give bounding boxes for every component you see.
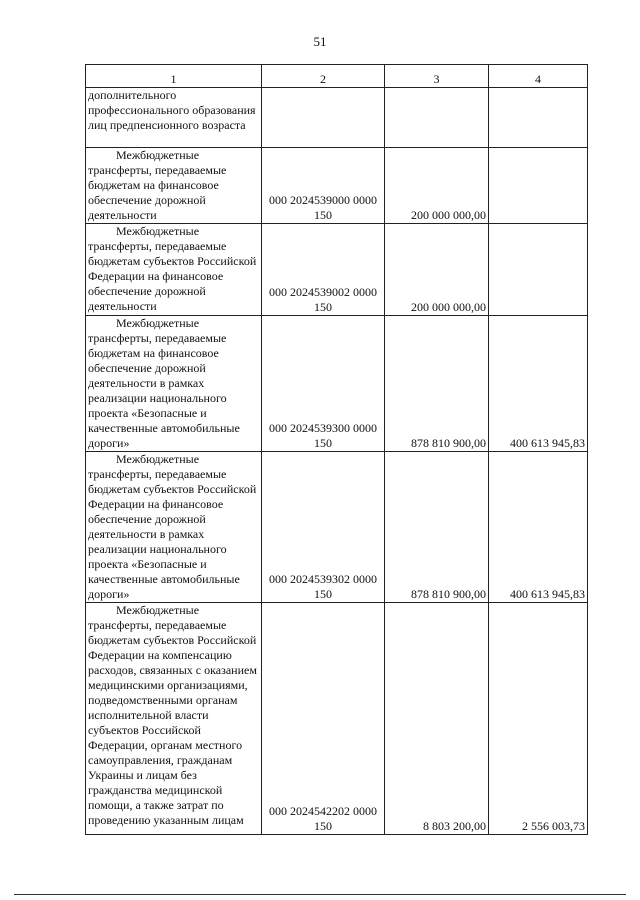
row-name-cell — [86, 316, 262, 452]
row-name-cell — [86, 224, 262, 316]
row-code: 000 2024539302 0000 150 — [262, 452, 385, 603]
row-code: 000 2024539000 0000 150 — [262, 148, 385, 224]
row-code — [262, 88, 385, 148]
row-amount-col3: 878 810 900,00 — [385, 452, 489, 603]
row-amount-col4 — [489, 224, 588, 316]
row-name-cell — [86, 603, 262, 835]
row-name-cell — [86, 452, 262, 603]
column-header-1: 1 — [86, 65, 262, 88]
table-row — [86, 603, 588, 835]
row-name-cell — [86, 88, 262, 148]
row-name: дополнительного профессионального образования лиц предпенсионного возраста — [88, 88, 256, 132]
row-amount-col3: 878 810 900,00 — [385, 316, 489, 452]
column-header-3: 3 — [385, 65, 489, 88]
table-row — [86, 224, 588, 316]
row-amount-col4: 400 613 945,83 — [489, 316, 588, 452]
row-code: 000 2024539002 0000 150 — [262, 224, 385, 316]
table-row — [86, 452, 588, 603]
row-amount-col3: 8 803 200,00 — [385, 603, 489, 835]
row-amount-col3 — [385, 88, 489, 148]
budget-table — [85, 64, 588, 835]
table-row — [86, 148, 588, 224]
row-amount-col4: 400 613 945,83 — [489, 452, 588, 603]
row-code: 000 2024542202 0000 150 — [262, 603, 385, 835]
column-header-2: 2 — [262, 65, 385, 88]
table-row — [86, 316, 588, 452]
row-amount-col4 — [489, 88, 588, 148]
row-amount-col3: 200 000 000,00 — [385, 224, 489, 316]
page-number: 51 — [313, 34, 327, 49]
row-amount-col4: 2 556 003,73 — [489, 603, 588, 835]
row-name: Межбюджетные трансферты, передаваемые бюджетам на финансовое обеспечение дорожной деятельности в рамках реализации национального проекта «Безопасные и качественные автомобильные дороги» — [88, 316, 240, 450]
header-row — [86, 65, 588, 88]
row-amount-col4 — [489, 148, 588, 224]
row-name: Межбюджетные трансферты, передаваемые бюджетам субъектов Российской Федерации на финансовое обеспечение дорожной деятельности — [88, 224, 257, 313]
table-row — [86, 88, 588, 148]
row-name-cell — [86, 148, 262, 224]
row-code: 000 2024539300 0000 150 — [262, 316, 385, 452]
row-amount-col3: 200 000 000,00 — [385, 148, 489, 224]
row-name: Межбюджетные трансферты, передаваемые бюджетам субъектов Российской Федерации на финансовое обеспечение дорожной деятельности в рамках реализации национального проекта «Безопасные и качественные автомобильные дороги» — [88, 452, 257, 601]
column-header-4: 4 — [489, 65, 588, 88]
row-name: Межбюджетные трансферты, передаваемые бюджетам на финансовое обеспечение дорожной деятельности — [88, 148, 227, 222]
row-name: Межбюджетные трансферты, передаваемые бюджетам субъектов Российской Федерации на компенсацию расходов, связанных с оказанием медицинскими организациями, подведомственными органам исполнительной власти субъектов Российской Федерации, органам местного самоуправления, гражданам Украины и лицам без гражданства медицинской помощи, а также затрат по проведению указанным лицам — [88, 603, 257, 827]
page-bottom-rule — [14, 894, 626, 895]
